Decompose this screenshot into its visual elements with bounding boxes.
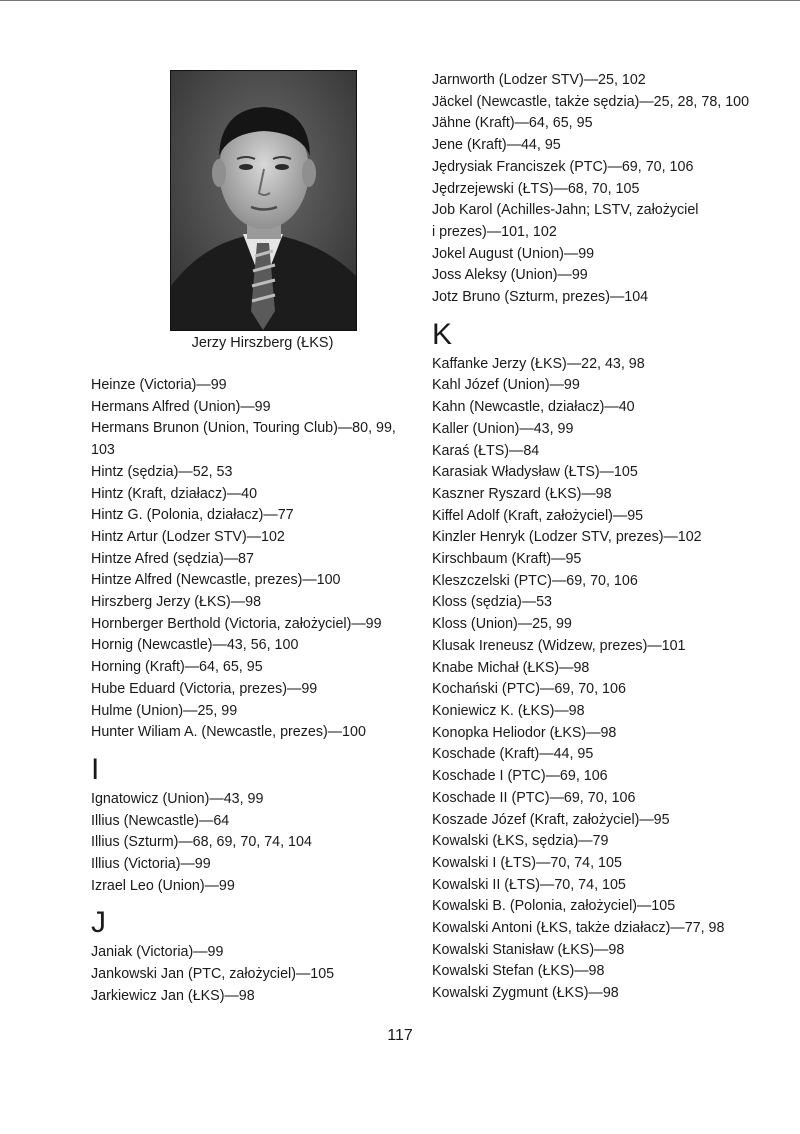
index-entry: Jähne (Kraft)—64, 65, 95	[432, 115, 593, 132]
index-entry: Kowalski B. (Polonia, założyciel)—105	[432, 898, 676, 915]
index-entry: Knabe Michał (ŁKS)—98	[432, 659, 590, 676]
index-entry: Konopka Heliodor (ŁKS)—98	[432, 724, 617, 741]
index-column-left	[91, 375, 411, 1008]
index-entry: Kiffel Adolf (Kraft, założyciel)—95	[432, 507, 644, 524]
index-entry: Kowalski II (ŁTS)—70, 74, 105	[432, 876, 626, 893]
index-entry: Hintze Afred (sędzia)—87	[91, 550, 254, 567]
index-entry: Karasiak Władysław (ŁTS)—105	[432, 464, 638, 481]
index-entry: Koschade I (PTC)—69, 106	[432, 768, 608, 785]
index-entry: Koschade (Kraft)—44, 95	[432, 746, 594, 763]
index-entry: Klusak Ireneusz (Widzew, prezes)—101	[432, 637, 686, 654]
index-entry: Jarkiewicz Jan (ŁKS)—98	[91, 987, 255, 1004]
page-number: 117	[387, 1027, 413, 1044]
index-entry: Kowalski (ŁKS, sędzia)—79	[432, 833, 609, 850]
index-entry: Job Karol (Achilles-Jahn; LSTV, założyciel	[432, 202, 699, 219]
index-entry: Kirschbaum (Kraft)—95	[432, 551, 582, 568]
index-entry: Jokel August (Union)—99	[432, 245, 595, 262]
index-entry: Kaszner Ryszard (ŁKS)—98	[432, 485, 612, 502]
index-entry: Jankowski Jan (PTC, założyciel)—105	[91, 966, 335, 983]
index-group-j-continued	[432, 70, 772, 309]
index-entry: Koniewicz K. (ŁKS)—98	[432, 702, 585, 719]
index-entry: Heinze (Victoria)—99	[91, 377, 227, 393]
index-entry: Hintz (Kraft, działacz)—40	[91, 485, 258, 502]
index-entry: Jene (Kraft)—44, 95	[432, 137, 561, 154]
index-entry: Hulme (Union)—25, 99	[91, 702, 238, 719]
index-entry: Kinzler Henryk (Lodzer STV, prezes)—102	[432, 529, 702, 546]
index-entry: Kloss (Union)—25, 99	[432, 616, 572, 633]
index-entry: Jarnworth (Lodzer STV)—25, 102	[432, 72, 646, 88]
index-entry-continuation: 103	[91, 442, 115, 459]
index-entry: Hermans Alfred (Union)—99	[91, 398, 271, 415]
index-entry: Kowalski Stanisław (ŁKS)—98	[432, 941, 625, 958]
portrait-photo	[170, 70, 357, 331]
index-entry: Hunter Wiliam A. (Newcastle, prezes)—100	[91, 724, 366, 741]
index-group-h	[91, 375, 411, 744]
index-letter-heading: K	[432, 317, 453, 351]
index-entry: Karaś (ŁTS)—84	[432, 442, 540, 459]
index-entry: Hornberger Berthold (Victoria, założyciel)—99	[91, 615, 382, 632]
index-entry: Ignatowicz (Union)—43, 99	[91, 790, 264, 807]
index-entry: Kowalski Zygmunt (ŁKS)—98	[432, 985, 619, 1002]
index-entry: Kowalski I (ŁTS)—70, 74, 105	[432, 854, 622, 871]
index-entry: Hintze Alfred (Newcastle, prezes)—100	[91, 572, 341, 589]
index-entry: Kleszczelski (PTC)—69, 70, 106	[432, 572, 638, 589]
index-entry: Kowalski Stefan (ŁKS)—98	[432, 963, 605, 980]
index-entry: Jędrysiak Franciszek (PTC)—69, 70, 106	[432, 158, 694, 175]
index-entry: Kahn (Newcastle, działacz)—40	[432, 399, 635, 416]
index-entry: Hintz Artur (Lodzer STV)—102	[91, 528, 285, 545]
index-letter-heading: I	[91, 752, 100, 786]
index-entry: Jäckel (Newcastle, także sędzia)—25, 28, 78, 100	[432, 93, 750, 110]
photo-caption: Jerzy Hirszberg (ŁKS)	[191, 335, 334, 351]
index-entry: Jotz Bruno (Szturm, prezes)—104	[432, 289, 649, 306]
index-entry: Kaffanke Jerzy (ŁKS)—22, 43, 98	[432, 355, 645, 372]
index-entry: Hornig (Newcastle)—43, 56, 100	[91, 637, 299, 654]
index-entry: Illius (Szturm)—68, 69, 70, 74, 104	[91, 834, 312, 851]
index-entry: Hintz G. (Polonia, działacz)—77	[91, 507, 294, 524]
index-entry: Hirszberg Jerzy (ŁKS)—98	[91, 594, 262, 611]
index-letter-heading: J	[91, 906, 106, 940]
index-entry: Jędrzejewski (ŁTS)—68, 70, 105	[432, 180, 640, 197]
index-entry: Izrael Leo (Union)—99	[91, 877, 235, 894]
index-entry: Illius (Newcastle)—64	[91, 812, 230, 829]
index-entry: Janiak (Victoria)—99	[91, 944, 224, 961]
index-entry: Koschade II (PTC)—69, 70, 106	[432, 789, 636, 806]
index-entry: Hube Eduard (Victoria, prezes)—99	[91, 680, 318, 697]
index-entry: Kochański (PTC)—69, 70, 106	[432, 681, 626, 698]
index-entry: Koszade Józef (Kraft, założyciel)—95	[432, 811, 670, 828]
index-entry: Kloss (sędzia)—53	[432, 594, 552, 611]
index-entry: Horning (Kraft)—64, 65, 95	[91, 659, 263, 676]
index-entry-continuation: i prezes)—101, 102	[432, 223, 557, 240]
index-group-j	[91, 942, 411, 1007]
index-entry: Kahl Józef (Union)—99	[432, 377, 580, 394]
index-entry: Illius (Victoria)—99	[91, 856, 211, 873]
top-rule	[0, 0, 800, 1]
index-group-i	[91, 789, 411, 898]
index-entry: Hintz (sędzia)—52, 53	[91, 463, 233, 480]
index-entry: Kowalski Antoni (ŁKS, także działacz)—77, 98	[432, 920, 725, 937]
index-entry: Hermans Brunon (Union, Touring Club)—80, 99,	[91, 420, 396, 437]
index-entry: Kaller (Union)—43, 99	[432, 420, 574, 437]
index-group-k	[432, 354, 772, 1005]
index-column-right	[432, 70, 772, 1005]
index-entry: Joss Aleksy (Union)—99	[432, 267, 588, 284]
